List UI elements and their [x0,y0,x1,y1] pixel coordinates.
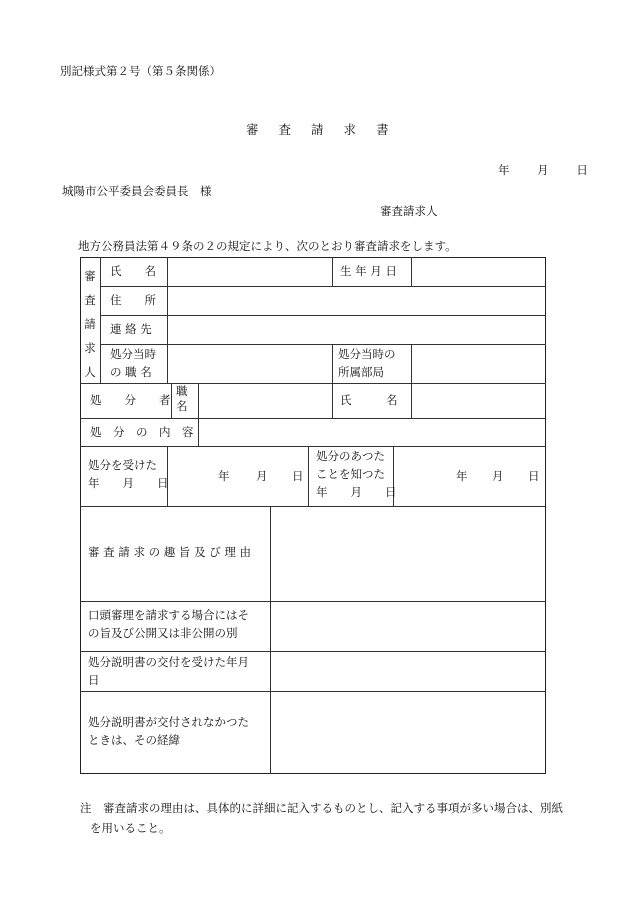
date-line [498,165,588,177]
explanation-not-delivered-label [88,714,249,750]
date-received-label [88,457,169,493]
col-divider [100,257,101,383]
row-divider [80,651,546,652]
disposer-label: 処 分 者 [90,393,171,407]
department-at-time-label [338,346,396,382]
received-year: 年 [218,469,230,483]
title-char: 審 [246,122,259,137]
label-line: 名 [176,398,188,413]
row-divider [80,446,546,447]
label-line: の 職 名 [110,364,152,379]
row-divider [80,383,546,384]
col-divider [167,257,168,383]
col-divider [308,446,309,506]
oral-hearing-label [88,607,249,643]
known-month: 月 [492,469,504,483]
col-divider [171,383,172,418]
label-line: 処分説明書が交付されなかつた [88,715,249,729]
label-line: 処分当時 [110,347,156,361]
label-line: 処分を受けた [88,458,157,472]
footnote-line: を用いること。 [90,820,171,835]
addressee: 城陽市公平委員会委員長 様 [62,184,212,198]
disposition-content-label: 処 分 の 内 容 [90,425,194,439]
birth-date-label: 生 年 月 日 [340,264,397,278]
row-divider [80,691,546,692]
disposer-job-label [176,384,188,414]
vertical-char: 査 [84,293,96,307]
document-title [246,124,389,137]
label-line: 日 [88,672,100,687]
row-divider [80,601,546,602]
known-day: 日 [528,469,540,483]
col-divider [332,257,333,286]
label-line: 職 [176,384,188,398]
received-month: 月 [256,469,268,483]
label-line: 所属部局 [338,364,384,379]
title-char: 請 [311,122,324,137]
label-line: 年 月 日 [88,475,169,490]
label-line: ときは、その経緯 [88,732,180,747]
col-divider [411,344,412,418]
footnote-line: 注 審査請求の理由は、具体的に詳細に記入するものとし、記入する事項が多い場合は、別紙 [80,801,563,815]
date-known-label [316,448,397,501]
vertical-char: 請 [84,317,96,331]
year-label: 年 [498,163,510,177]
title-char: 求 [343,122,357,137]
disposer-name-label: 氏 名 [340,393,398,407]
requester-vertical-label [84,264,96,384]
month-label: 月 [537,163,549,177]
name-label: 氏 名 [110,264,156,278]
contact-label: 連 絡 先 [110,322,152,336]
vertical-char: 求 [84,341,96,355]
known-year: 年 [456,469,468,483]
received-day: 日 [292,469,304,483]
vertical-char: 人 [84,365,96,379]
intro-text: 地方公務員法第４９条の２の規定により、次のとおり審査請求をします。 [78,239,457,253]
vertical-char: 審 [84,269,96,283]
day-label: 日 [576,163,588,177]
label-line: 処分当時の [338,347,396,361]
label-line: 処分説明書の交付を受けた年月 [88,655,249,669]
row-divider [80,418,546,419]
reason-label: 審 査 請 求 の 趣 旨 及 び 理 由 [88,545,252,559]
label-line: ことを知つた [316,466,385,481]
title-char: 査 [278,122,292,137]
col-divider [411,257,412,286]
label-line: の旨及び公開又は非公開の別 [88,625,238,640]
explanation-delivered-label [88,654,249,690]
col-divider [332,344,333,418]
col-divider [198,383,199,446]
label-line: 処分のあつた [316,449,385,463]
col-divider [270,506,271,774]
form-number: 別記様式第２号（第５条関係） [60,64,221,78]
job-title-at-time-label [110,346,156,382]
footnote [80,799,590,838]
row-divider [80,506,546,507]
address-label: 住 所 [110,293,156,307]
requester-label: 審査請求人 [380,204,438,218]
title-char: 書 [376,122,389,137]
label-line: 口頭審理を請求する場合にはそ [88,608,249,622]
label-line: 年 月 日 [316,484,397,499]
